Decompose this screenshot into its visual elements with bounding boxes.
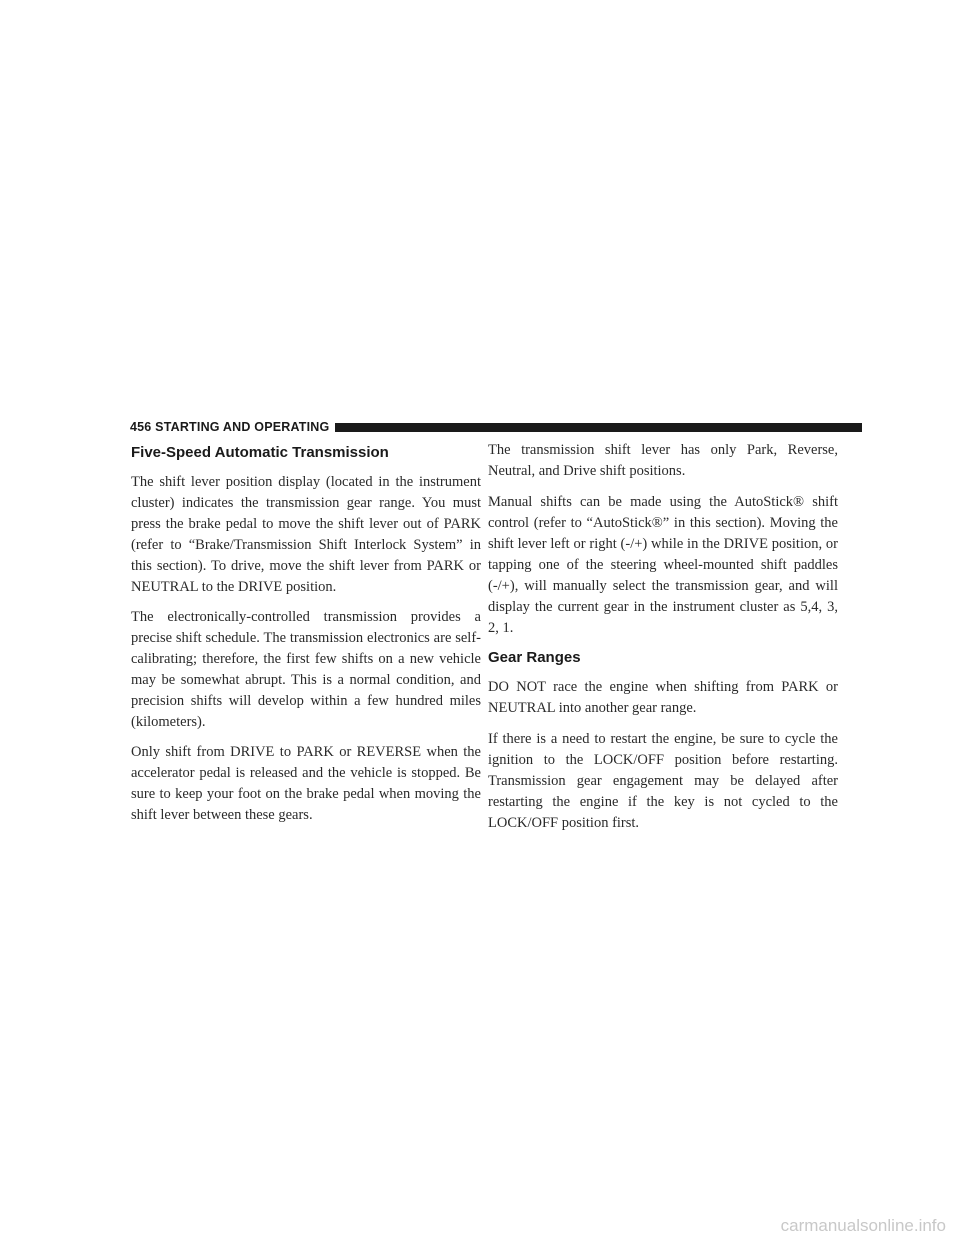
- paragraph: The transmission shift lever has only Park, Reverse, Neutral, and Drive shift positions.: [488, 442, 838, 479]
- heading-gear-ranges: Gear Ranges: [488, 649, 581, 666]
- watermark: carmanualsonline.info: [780, 1216, 946, 1235]
- page-header: [130, 419, 862, 435]
- paragraph: The electronically-controlled transmission provides a precise shift schedule. The transmission electronics are self-calibrating; therefore, the first few shifts on a new vehicle may be somewhat abrupt. This is a normal condition, and precision shifts will develop within a few hundred miles (kilometers).: [131, 609, 481, 730]
- section-title: STARTING AND OPERATING: [155, 420, 330, 434]
- paragraph: The shift lever position display (located in the instrument cluster) indicates the transmission gear range. You must press the brake pedal to move the shift lever out of PARK (refer to “Brake/Transmission Shift Interlock System” in this section). To drive, move the shift lever from PARK or NEUTRAL to the DRIVE position.: [131, 474, 481, 595]
- paragraph: DO NOT race the engine when shifting from PARK or NEUTRAL into another gear range.: [488, 679, 838, 716]
- paragraph: If there is a need to restart the engine, be sure to cycle the ignition to the LOCK/OFF position before restarting. Transmission gear engagement may be delayed after restarting the engine if the key is not cycled to the LOCK/OFF position first.: [488, 731, 838, 831]
- right-column: [488, 440, 838, 844]
- paragraph: Only shift from DRIVE to PARK or REVERSE when the accelerator pedal is released and the vehicle is stopped. Be sure to keep your foot on the brake pedal when moving the shift lever between these gears.: [131, 744, 481, 823]
- paragraph: Manual shifts can be made using the AutoStick® shift control (refer to “AutoStick®” in this section). Moving the shift lever left or right (-/+) while in the DRIVE position, or tapping one of the steering wheel-mounted shift paddles (-/+), will manually select the transmission gear, and will display the current gear in the instrument cluster as 5,4, 3, 2, 1.: [488, 494, 838, 636]
- left-column: [131, 444, 481, 835]
- page-number: 456: [130, 420, 152, 434]
- header-rule: [335, 423, 862, 432]
- page-header-label: [130, 420, 335, 434]
- heading-five-speed: Five-Speed Automatic Transmission: [131, 444, 389, 461]
